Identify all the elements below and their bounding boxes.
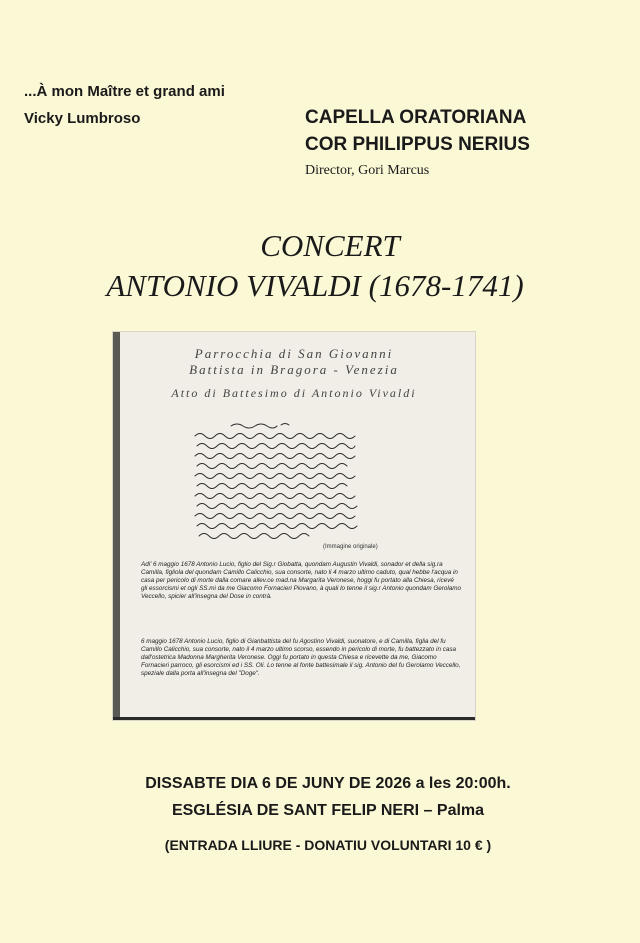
choir-name-2: COR PHILIPPUS NERIUS xyxy=(305,134,530,155)
event-date-line: DISSABTE DIA 6 DE JUNY DE 2026 a les 20:00h. xyxy=(145,775,511,792)
dedication xyxy=(24,78,225,132)
concert-heading xyxy=(0,226,640,306)
event-entry-line: (ENTRADA LLIURE - DONATIU VOLUNTARI 10 € ) xyxy=(164,837,492,853)
choir-name-1: CAPELLA ORATORIANA xyxy=(305,107,527,128)
manuscript-caption: (Immagine originale) xyxy=(323,544,378,550)
concert-title: CONCERT xyxy=(260,228,400,263)
document-header-3: Atto di Battesimo di Antonio Vivaldi xyxy=(171,386,417,400)
document-bottom-edge xyxy=(113,717,475,720)
document-header-2: Battista in Bragora - Venezia xyxy=(189,362,399,377)
director-line: Director, Gori Marcus xyxy=(305,163,430,178)
manuscript-handwriting xyxy=(191,420,379,548)
baptism-record-image xyxy=(113,332,475,720)
dedication-line-1: ...À mon Maître et grand ami xyxy=(24,83,225,100)
transcription-original: Adi' 6 maggio 1678 Antonio Lucio, figlio del Sig.r Giobatta, quondam Augustin Vivaldi, sonador et della sig.ra Camilla, figliola del quondam Camillo Calicchio, sua consorte, nato li 4 marzo ultimo caduto, qual hebbe l'acqua in casa per pericolo di morte dalla comare allev.ce mad.na Margarita Veronese, hoggi fu portato alla Chiesa, ricevé gli essorcismi et ogli SS.mi da me Giacomo Fornacieri Piovano, à quali lo tenne il sig.r Antonio quondam Gerolamo Veccello, spicier all'insegna del Dose in contrà. xyxy=(141,561,462,600)
concert-subtitle: ANTONIO VIVALDI (1678-1741) xyxy=(106,268,524,303)
event-venue-line: ESGLÉSIA DE SANT FELIP NERI – Palma xyxy=(171,802,485,819)
transcription-modern: 6 maggio 1678 Antonio Lucio, figlio di Gianbattista del fu Agostino Vivaldi, suonatore, e di Camilla, figlia del fu Camillo Calicchio, sua consorte, nato il 4 marzo ultimo scorso, essendo in pericolo di morte, fu battezzato in casa dall'ostetrica Madonna Margherita Veronese. Oggi fu portato in questa Chiesa e ricevette da me, Giacomo Fornacieri parroco, gli esorcismi ed i SS. Oli. Lo tenne al fonte battesimale il sig. Antonio del fu Gerolamo Veccello, speziale dalla porta all'insegna del "Doge". xyxy=(141,638,461,677)
document-header-1: Parrocchia di San Giovanni xyxy=(194,346,394,361)
choir-name xyxy=(305,104,530,158)
dedication-line-2: Vicky Lumbroso xyxy=(24,110,141,127)
